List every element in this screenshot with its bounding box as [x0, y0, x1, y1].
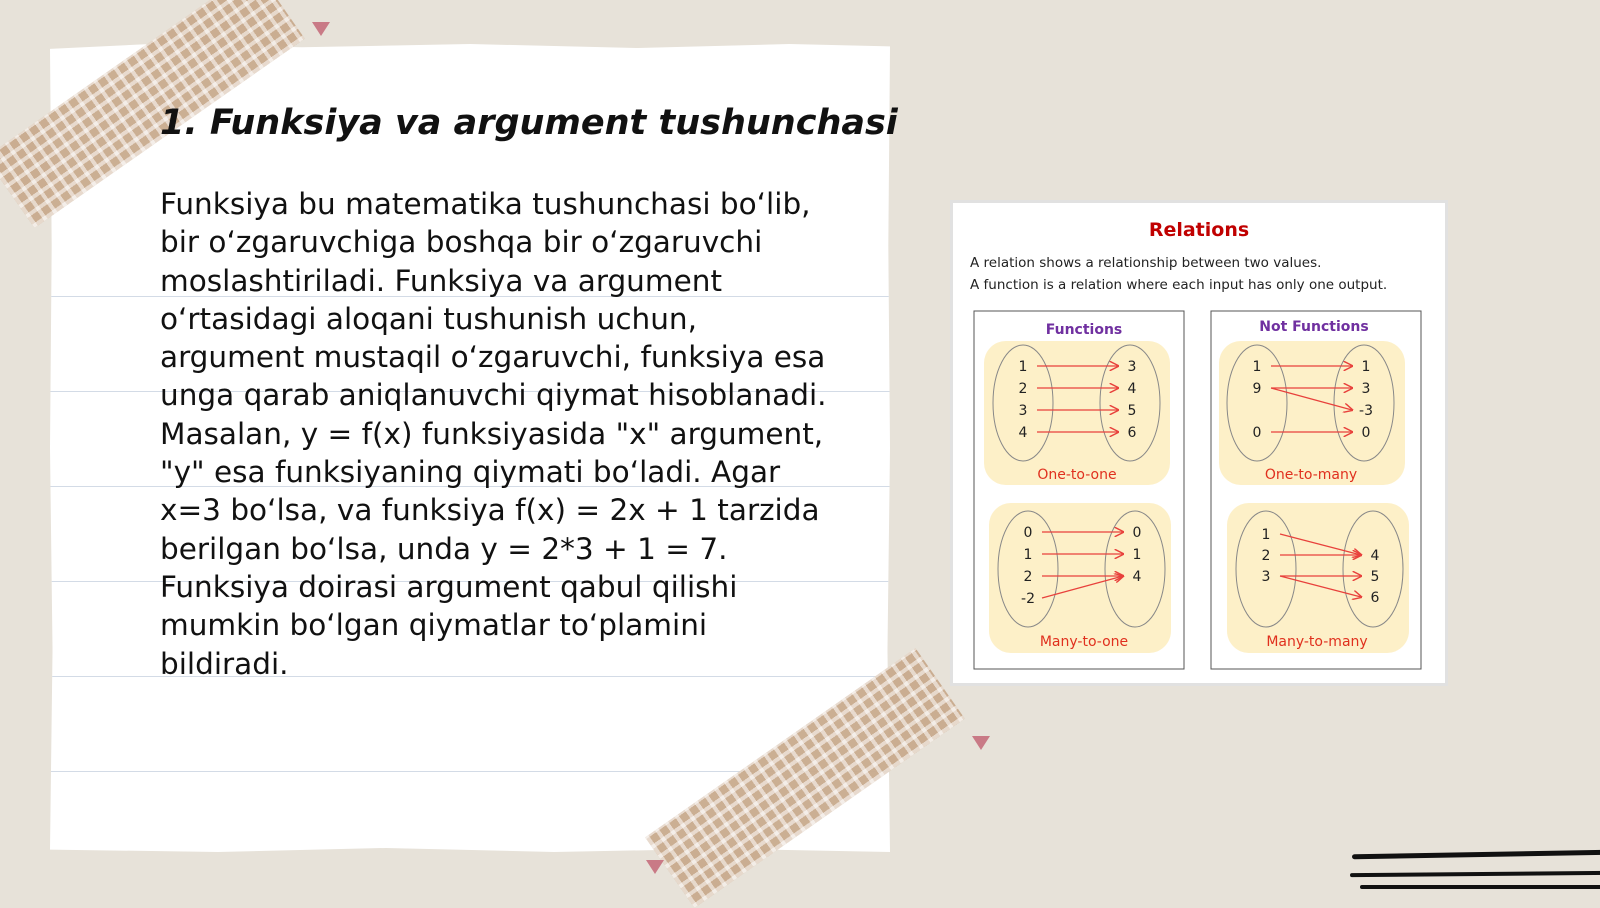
domain-value: 1	[1252, 359, 1262, 375]
pin-icon	[312, 22, 330, 36]
domain-value: 9	[1252, 381, 1262, 397]
range-value: 1	[1132, 547, 1142, 563]
diagram-bubble	[1227, 503, 1409, 653]
range-value: 3	[1127, 359, 1137, 375]
body-line: Masalan, y = f(x) funksiyasida "x" argument,	[160, 416, 824, 451]
range-value: 1	[1361, 359, 1371, 375]
domain-value: 1	[1018, 359, 1028, 375]
body-line: "y" esa funksiyaning qiymati bo‘ladi. Agar	[160, 455, 781, 490]
body-line: moslashtiriladi. Funksiya va argument	[160, 263, 723, 298]
diagram-bubble	[989, 503, 1171, 653]
domain-value: 0	[1252, 425, 1262, 441]
body-line: bildiradi.	[160, 646, 289, 681]
body-line: bir o‘zgaruvchiga boshqa bir o‘zgaruvchi	[160, 225, 763, 260]
diagram-label: One-to-one	[1037, 467, 1117, 483]
range-value: 4	[1127, 381, 1137, 397]
pin-icon	[972, 736, 990, 750]
body-line: Funksiya bu matematika tushunchasi bo‘lib,	[160, 187, 811, 221]
diagram-many-to-one	[989, 503, 1171, 653]
range-value: 6	[1127, 425, 1137, 441]
diagram-label: Many-to-one	[1039, 634, 1129, 650]
body-line: berilgan bo‘lsa, unda y = 2*3 + 1 = 7.	[160, 531, 728, 566]
range-value: 0	[1132, 525, 1142, 541]
domain-value: 3	[1261, 569, 1271, 585]
range-value: -3	[1359, 403, 1373, 419]
body-line: unga qarab aniqlanuvchi qiymat hisoblanadi.	[160, 378, 827, 413]
body-line: Funksiya doirasi argument qabul qilishi	[160, 569, 738, 604]
body-paragraph	[160, 185, 850, 683]
domain-value: 1	[1261, 527, 1271, 543]
body-line: argument mustaqil o‘zgaruvchi, funksiya esa	[160, 340, 826, 375]
diagram-bubble	[1219, 341, 1405, 485]
body-line: mumkin bo‘lgan qiymatlar to‘plamini	[160, 608, 708, 643]
figure-title: Relations	[1148, 219, 1250, 241]
relations-figure	[950, 200, 1448, 686]
domain-value: -2	[1021, 591, 1035, 607]
range-value: 6	[1370, 590, 1380, 606]
domain-value: 0	[1023, 525, 1033, 541]
domain-value: 3	[1018, 403, 1028, 419]
decorative-stroke	[1360, 885, 1600, 889]
domain-value: 1	[1023, 547, 1033, 563]
diagram-label: One-to-many	[1264, 467, 1358, 483]
slide-title: 1. Funksiya va argument tushunchasi	[160, 103, 898, 143]
diagram-one-to-many	[1219, 341, 1405, 485]
body-line: o‘rtasidagi aloqani tushunish uchun,	[160, 301, 698, 336]
diagram-many-to-many	[1227, 503, 1409, 653]
body-line: x=3 bo‘lsa, va funksiya f(x) = 2x + 1 tarzida	[160, 493, 820, 528]
range-value: 4	[1132, 569, 1142, 585]
domain-value: 2	[1023, 569, 1033, 585]
domain-value: 2	[1018, 381, 1028, 397]
not-functions-header: Not Functions	[1259, 319, 1369, 335]
domain-value: 2	[1261, 548, 1271, 564]
diagram-bubble	[984, 341, 1170, 485]
range-value: 5	[1127, 403, 1137, 419]
domain-value: 4	[1018, 425, 1028, 441]
decorative-stroke	[1352, 850, 1600, 860]
figure-desc-2: A function is a relation where each input has only one output.	[970, 277, 1388, 293]
decorative-stroke	[1350, 871, 1600, 877]
diagram-one-to-one	[984, 341, 1170, 485]
relations-diagram	[953, 203, 1445, 683]
diagram-label: Many-to-many	[1266, 634, 1368, 650]
range-value: 3	[1361, 381, 1371, 397]
range-value: 0	[1361, 425, 1371, 441]
range-value: 5	[1370, 569, 1380, 585]
range-value: 4	[1370, 548, 1380, 564]
figure-desc-1: A relation shows a relationship between two values.	[970, 255, 1322, 271]
pin-icon	[646, 860, 664, 874]
functions-header: Functions	[1045, 322, 1123, 338]
